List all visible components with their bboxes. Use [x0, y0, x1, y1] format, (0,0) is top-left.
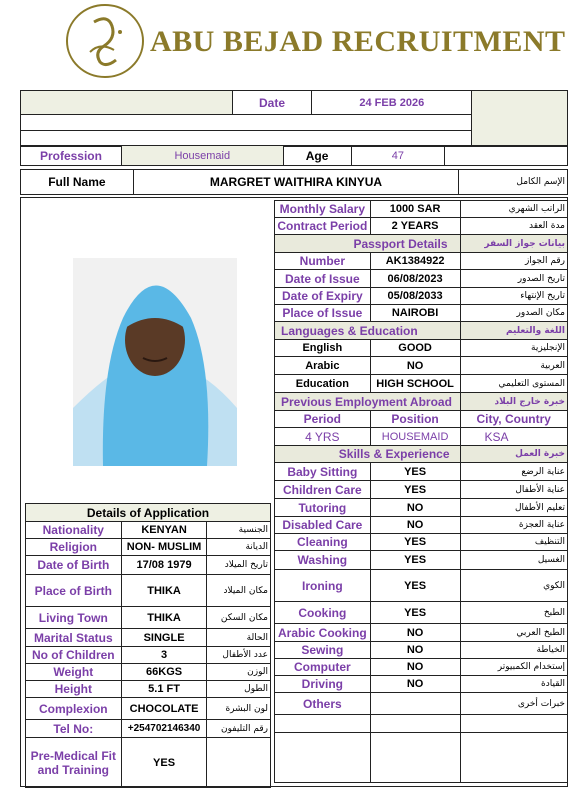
position-label: Position	[370, 411, 460, 428]
passport-title: Passport Details	[275, 235, 461, 253]
issue-ar: تاريخ الصدور	[460, 270, 568, 288]
skill-ar: الطبخ العربي	[460, 624, 568, 642]
detail-ar: الطول	[207, 681, 271, 698]
english-value: GOOD	[370, 340, 460, 357]
skill-ar: الطبخ	[460, 602, 568, 624]
detail-ar	[207, 738, 271, 788]
profession-label: Profession	[21, 146, 122, 166]
salary-label: Monthly Salary	[275, 201, 371, 218]
place-label: Place of Issue	[275, 305, 371, 322]
lang-title: Languages & Education	[275, 322, 461, 340]
detail-label: Date of Birth	[26, 556, 122, 575]
contract-value: 2 YEARS	[370, 218, 460, 235]
applicant-photo	[73, 258, 237, 466]
salary-value: 1000 SAR	[370, 201, 460, 218]
age-label: Age	[283, 146, 351, 166]
detail-ar: مكان السكن	[207, 607, 271, 629]
arabic-label: Arabic	[275, 357, 371, 375]
expiry-value: 05/08/2033	[370, 288, 460, 305]
detail-ar: تاريخ الميلاد	[207, 556, 271, 575]
company-logo	[64, 2, 146, 80]
detail-ar: الحالة	[207, 629, 271, 647]
details-table	[25, 503, 271, 788]
passport-ar: بيانات جواز السفر	[460, 235, 568, 253]
detail-label: Marital Status	[26, 629, 122, 647]
arabic-ar: العربية	[460, 357, 568, 375]
skill-ar: الكوي	[460, 570, 568, 602]
skill-label: Cooking	[275, 602, 371, 624]
skill-ar: عناية الأطفال	[460, 481, 568, 499]
english-label: English	[275, 340, 371, 357]
skill-value: NO	[370, 642, 460, 659]
prev-title: Previous Employment Abroad	[275, 393, 461, 411]
skill-label: Ironing	[275, 570, 371, 602]
edu-label: Education	[275, 375, 371, 393]
arabic-value: NO	[370, 357, 460, 375]
detail-value: YES	[121, 738, 207, 788]
skill-ar: عناية العجزة	[460, 517, 568, 534]
detail-value: 3	[121, 647, 207, 664]
skills-title: Skills & Experience	[275, 446, 461, 463]
detail-value: KENYAN	[121, 522, 207, 539]
fullname-table	[20, 169, 568, 195]
detail-value: CHOCOLATE	[121, 698, 207, 720]
detail-value: THIKA	[121, 607, 207, 629]
expiry-ar: تاريخ الإنتهاء	[460, 288, 568, 305]
number-value: AK1384922	[370, 253, 460, 270]
detail-value: SINGLE	[121, 629, 207, 647]
detail-label: Place of Birth	[26, 575, 122, 607]
skill-value: NO	[370, 659, 460, 676]
detail-ar: الوزن	[207, 664, 271, 681]
top-table	[20, 90, 568, 147]
skill-ar: خبرات أخرى	[460, 693, 568, 715]
skill-ar: القيادة	[460, 676, 568, 693]
skill-label: Arabic Cooking	[275, 624, 371, 642]
skill-label: Disabled Care	[275, 517, 371, 534]
lang-ar: اللغة والتعليم	[460, 322, 568, 340]
period-label: Period	[275, 411, 371, 428]
skill-label: Baby Sitting	[275, 463, 371, 481]
skill-value: YES	[370, 570, 460, 602]
skill-value: YES	[370, 463, 460, 481]
place-ar: مكان الصدور	[460, 305, 568, 322]
contract-label: Contract Period	[275, 218, 371, 235]
period-value: 4 YRS	[275, 428, 371, 446]
detail-label: Religion	[26, 539, 122, 556]
skill-value	[370, 693, 460, 715]
detail-value: +254702146340	[121, 720, 207, 738]
english-ar: الإنجليزية	[460, 340, 568, 357]
detail-label: Tel No:	[26, 720, 122, 738]
fullname-value: MARGRET WAITHIRA KINYUA	[133, 170, 458, 195]
skill-value: NO	[370, 499, 460, 517]
detail-value: 17/08 1979	[121, 556, 207, 575]
skill-ar: التنظيف	[460, 534, 568, 551]
number-label: Number	[275, 253, 371, 270]
skill-ar: تعليم الأطفال	[460, 499, 568, 517]
skill-ar: الغسيل	[460, 551, 568, 570]
number-ar: رقم الجواز	[460, 253, 568, 270]
detail-ar: لون البشرة	[207, 698, 271, 720]
city-value: KSA	[460, 428, 568, 446]
detail-label: Weight	[26, 664, 122, 681]
issue-label: Date of Issue	[275, 270, 371, 288]
detail-value: THIKA	[121, 575, 207, 607]
skill-value: YES	[370, 602, 460, 624]
place-value: NAIROBI	[370, 305, 460, 322]
skill-label: Driving	[275, 676, 371, 693]
issue-value: 06/08/2023	[370, 270, 460, 288]
skill-label: Others	[275, 693, 371, 715]
skill-label: Sewing	[275, 642, 371, 659]
skills-ar: خبرة العمل	[460, 446, 568, 463]
edu-value: HIGH SCHOOL	[370, 375, 460, 393]
detail-value: 5.1 FT	[121, 681, 207, 698]
skill-label: Children Care	[275, 481, 371, 499]
skill-ar: إستخدام الكمبيوتر	[460, 659, 568, 676]
profession-value: Housemaid	[121, 146, 283, 166]
skill-label: Cleaning	[275, 534, 371, 551]
salary-ar: الراتب الشهري	[460, 201, 568, 218]
skill-label: Washing	[275, 551, 371, 570]
detail-ar: عدد الأطفال	[207, 647, 271, 664]
skill-value: NO	[370, 624, 460, 642]
skill-value: YES	[370, 481, 460, 499]
skill-label: Computer	[275, 659, 371, 676]
detail-label: Complexion	[26, 698, 122, 720]
detail-ar: الديانة	[207, 539, 271, 556]
detail-label: Nationality	[26, 522, 122, 539]
detail-label: Living Town	[26, 607, 122, 629]
fullname-label: Full Name	[21, 170, 134, 195]
expiry-label: Date of Expiry	[275, 288, 371, 305]
edu-ar: المستوى التعليمي	[460, 375, 568, 393]
company-name: ABU BEJAD RECRUITMENT	[150, 25, 566, 58]
right-table	[274, 200, 568, 783]
detail-label: Height	[26, 681, 122, 698]
date-value: 24 FEB 2026	[312, 91, 472, 115]
detail-ar: مكان الميلاد	[207, 575, 271, 607]
city-label: City, Country	[460, 411, 568, 428]
profession-table	[20, 145, 568, 166]
date-label: Date	[232, 91, 312, 115]
detail-ar: الجنسية	[207, 522, 271, 539]
detail-value: 66KGS	[121, 664, 207, 681]
skill-value: NO	[370, 517, 460, 534]
detail-ar: رقم التليفون	[207, 720, 271, 738]
prev-ar: خبرة خارج البلاد	[460, 393, 568, 411]
fullname-ar: الإسم الكامل	[459, 170, 568, 195]
detail-label: Pre-Medical Fit and Training	[26, 738, 122, 788]
contract-ar: مدة العقد	[460, 218, 568, 235]
position-value: HOUSEMAID	[370, 428, 460, 446]
details-title: Details of Application	[26, 504, 271, 522]
skill-value: NO	[370, 676, 460, 693]
skill-label: Tutoring	[275, 499, 371, 517]
detail-label: No of Children	[26, 647, 122, 664]
skill-value: YES	[370, 534, 460, 551]
age-value: 47	[351, 146, 445, 166]
skill-ar: عناية الرضع	[460, 463, 568, 481]
skill-ar: الخياطة	[460, 642, 568, 659]
detail-value: NON- MUSLIM	[121, 539, 207, 556]
skill-value: YES	[370, 551, 460, 570]
